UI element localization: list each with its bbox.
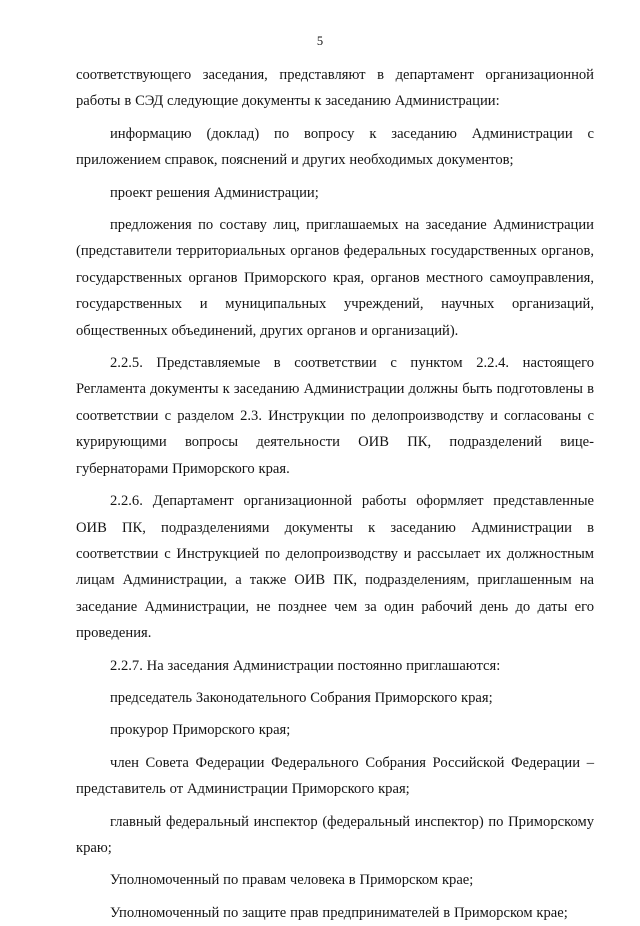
paragraph-2-2-5: 2.2.5. Представляемые в соответствии с пунктом 2.2.4. настоящего Регламента документы к заседанию Администрации должны быть подготовлены в соответствии с разделом 2.3. Инструкции по делопроизводству и согласованы с курирующими вопросы деятельности ОИВ ПК, подразделений вице-губернаторами Приморского края. (76, 355, 594, 477)
page-number: 5 (316, 34, 324, 48)
paragraph-continuation: соответствующего заседания, представляют в департамент организационной работы в СЭД следующие документы к заседанию Администрации: (76, 67, 594, 110)
list-item-prosecutor: прокурор Приморского края; (110, 722, 291, 739)
list-item-federation-council-member: член Совета Федерации Федерального Собрания Российской Федерации – представитель от Администрации Приморского края; (76, 754, 594, 798)
paragraph-item-invitees: предложения по составу лиц, приглашаемых на заседание Администрации (представители территориальных органов федеральных государственных органов, государственных органов Приморского края, органов местного самоуправления, государственных и муниципальных учреждений, научных организаций, общественных объединений, других органов и организаций). (76, 217, 594, 339)
paragraph-item-report: информацию (доклад) по вопросу к заседанию Администрации с приложением справок, пояснений и других необходимых документов; (76, 125, 594, 169)
paragraph-2-2-6: 2.2.6. Департамент организационной работы оформляет представленные ОИВ ПК, подразделениями документы к заседанию Администрации в соответствии с Инструкцией по делопроизводству и рассылает их должностным лицам Администрации, а также ОИВ ПК, подразделениям, приглашенным на заседание Администрации, не позднее чем за один рабочий день до даты его проведения. (76, 493, 594, 642)
list-item-federal-inspector: главный федеральный инспектор (федеральный инспектор) по Приморскому краю; (76, 813, 594, 856)
list-item-human-rights-ombudsman: Уполномоченный по правам человека в Приморском крае; (110, 872, 474, 889)
document-body (76, 62, 594, 926)
paragraph-2-2-7: 2.2.7. На заседания Администрации постоянно приглашаются: (110, 657, 501, 674)
list-item-legislative-chair: председатель Законодательного Собрания Приморского края; (110, 689, 493, 706)
paragraph-item-draft-decision: проект решения Администрации; (110, 184, 319, 201)
list-item-business-ombudsman: Уполномоченный по защите прав предпринимателей в Приморском крае; (110, 904, 568, 921)
